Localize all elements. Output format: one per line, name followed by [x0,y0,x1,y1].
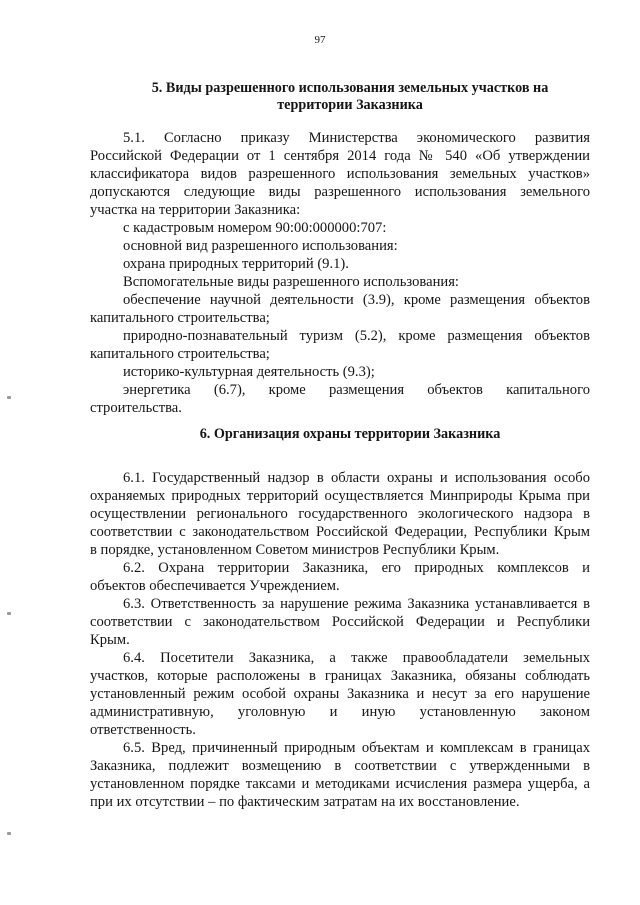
text-line: установленном порядке таксами и методиками исчисления размера ущерба, а [90,776,590,792]
scan-artifact [7,832,11,835]
text-line: в порядке, установленном Советом министров Республики Крым. [90,542,500,558]
text-line: природно-познавательный туризм (5.2), кроме размещения объектов [123,328,590,344]
text-line: Заказника, подлежит возмещению в соответствии с утвержденными в [90,758,590,774]
text-line: соответствии с законодательством Российской Федерации и Республики [90,614,590,630]
scan-artifact [7,396,11,399]
text-line: соответствии с законодательством Российской Федерации, Республики Крым [90,524,590,540]
text-line: строительства. [90,400,182,416]
text-line: 6.3. Ответственность за нарушение режима Заказника устанавливается в [123,596,590,612]
text-line: административную, уголовную и иную установленную законом [90,704,590,720]
text-line: объектов обеспечивается Учреждением. [90,578,340,594]
section-6-heading: 6. Организация охраны территории Заказника [199,426,501,442]
text-line: с кадастровым номером 90:00:000000:707: [123,220,387,236]
section-5-heading-line-1: 5. Виды разрешенного использования земельных участков на [151,80,549,96]
text-line: охраняемых природных территорий осуществляется Минприроды Крыма при [90,488,590,504]
text-line: осуществлении регионального государственного экологического надзора в [90,506,590,522]
text-line: 6.1. Государственный надзор в области охраны и использования особо [123,470,590,486]
text-line: историко-культурная деятельность (9.3); [123,364,375,380]
text-line: Российской Федерации от 1 сентября 2014 года № 540 «Об утверждении [90,148,590,164]
text-line: Крым. [90,632,130,648]
text-line: энергетика (6.7), кроме размещения объектов капитального [123,382,590,398]
text-line: ответственность. [90,722,196,738]
text-line: участков, которые расположены в границах Заказника, обязаны соблюдать [90,668,590,684]
text-line: основной вид разрешенного использования: [123,238,398,254]
text-line: Вспомогательные виды разрешенного использования: [123,274,459,290]
text-line: установленный режим особой охраны Заказника и несут за его нарушение [90,686,590,702]
text-line: 5.1. Согласно приказу Министерства экономического развития [123,130,590,146]
text-line: при их отсутствии – по фактическим затратам на их восстановление. [90,794,520,810]
page-number: 97 [314,34,326,46]
text-line: охрана природных территорий (9.1). [123,256,349,272]
section-5-heading-line-2: территории Заказника [277,97,423,113]
text-line: обеспечение научной деятельности (3.9), кроме размещения объектов [123,292,590,308]
text-line: классификатора видов разрешенного использования земельных участков» [90,166,590,182]
text-line: участка на территории Заказника: [90,202,301,218]
text-line: капитального строительства; [90,310,270,326]
scan-artifact [7,612,11,615]
text-line: 6.2. Охрана территории Заказника, его природных комплексов и [123,560,590,576]
text-line: допускаются следующие виды разрешенного использования земельного [90,184,590,200]
text-line: 6.5. Вред, причиненный природным объектам и комплексам в границах [123,740,590,756]
text-line: капитального строительства; [90,346,270,362]
text-line: 6.4. Посетители Заказника, а также правообладатели земельных [123,650,590,666]
